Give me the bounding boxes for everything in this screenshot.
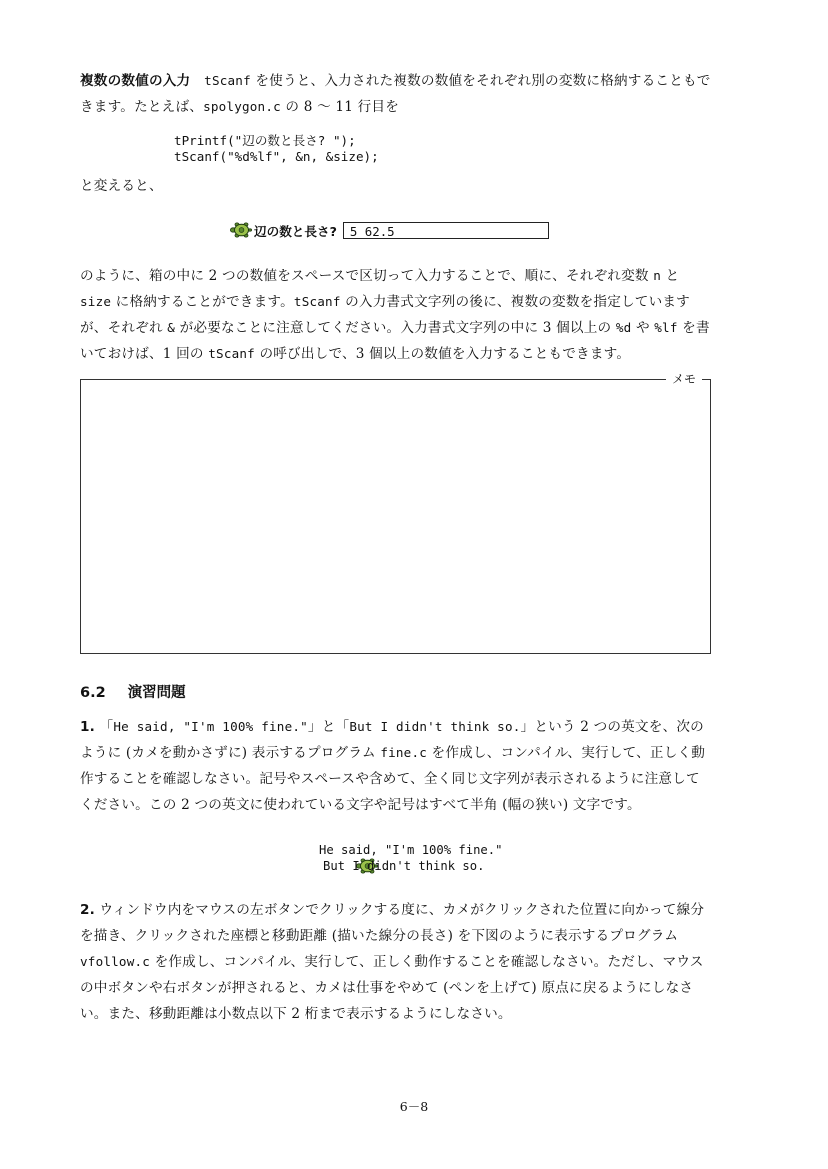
section-number: 6.2 <box>80 685 106 701</box>
page-number: 6－8 <box>399 1099 429 1114</box>
number-input-box[interactable]: 5 62.5 <box>343 222 549 239</box>
turtle-icon <box>297 841 319 859</box>
code-block <box>174 133 379 165</box>
paragraph-explanation: のように、箱の中に 2 つの数値をスペースで区切って入力することで、順に、それぞれ変数 n と size に格納することができます。tScanf の入力書式文字列の後に、複数の変数を指定していますが、それぞれ & が必要なことに注意してください。入力書式文字列の中に 3 個以上の %d や %lf を書いておけば、1 回の tScanf の呼び出しで、3 個以上の数値を入力することもできます。 <box>80 268 710 362</box>
prompt-example <box>230 220 549 240</box>
section-heading <box>80 681 186 702</box>
paragraph-heading: 複数の数値の入力 <box>80 73 191 89</box>
paragraph-replace: と変えると、 <box>80 178 163 194</box>
section-title: 演習問題 <box>127 685 186 701</box>
output-line-1: He said, "I'm 100% fine." <box>319 842 503 857</box>
exercise-number: 1. <box>80 719 96 735</box>
output-example <box>297 841 502 874</box>
code-line: tPrintf("辺の数と長さ? "); <box>174 133 356 148</box>
inline-code: spolygon.c <box>203 99 281 114</box>
turtle-icon <box>230 221 252 239</box>
exercise-1: 1. 「He said, "I'm 100% fine."」と「But I didn't think so.」という 2 つの英文を、次のように (カメを動かさずに) 表示するプログラム fine.c を作成し、コンパイル、実行して、正しく動作することを確認しなさい。記号やスペースや含めて、全く同じ文字列が表示されるように注意してください。この 2 つの英文に使われている文字や記号はすべて半角 (幅の狭い) 文字です。 <box>80 719 706 813</box>
exercise-2: 2. ウィンドウ内をマウスの左ボタンでクリックする度に、カメがクリックされた位置に向かって線分を描き、クリックされた座標と移動距離 (描いた線分の長さ) を下図のように表示するプログラム vfollow.c を作成し、コンパイル、実行して、正しく動作することを確認しなさい。ただし、マウスの中ボタンや右ボタンが押されると、カメは仕事をやめて (ペンを上げて) 原点に戻るようにしなさい。また、移動距離は小数点以下 2 桁まで表示するようにしなさい。 <box>80 902 705 1022</box>
memo-box[interactable] <box>80 372 711 654</box>
exercise-number: 2. <box>80 902 96 918</box>
output-line-2: But I didn't think so. <box>323 859 485 873</box>
prompt-label: 辺の数と長さ? <box>254 223 337 239</box>
inline-code: tScanf <box>204 73 251 88</box>
memo-label: メモ <box>666 371 702 387</box>
code-line: tScanf("%d%lf", &n, &size); <box>174 149 379 164</box>
paragraph-multi-input: 複数の数値の入力 tScanf を使うと、入力された複数の数値をそれぞれ別の変数に格納することもできます。たとえば、spolygon.c の 8 ～ 11 行目を <box>80 73 711 115</box>
